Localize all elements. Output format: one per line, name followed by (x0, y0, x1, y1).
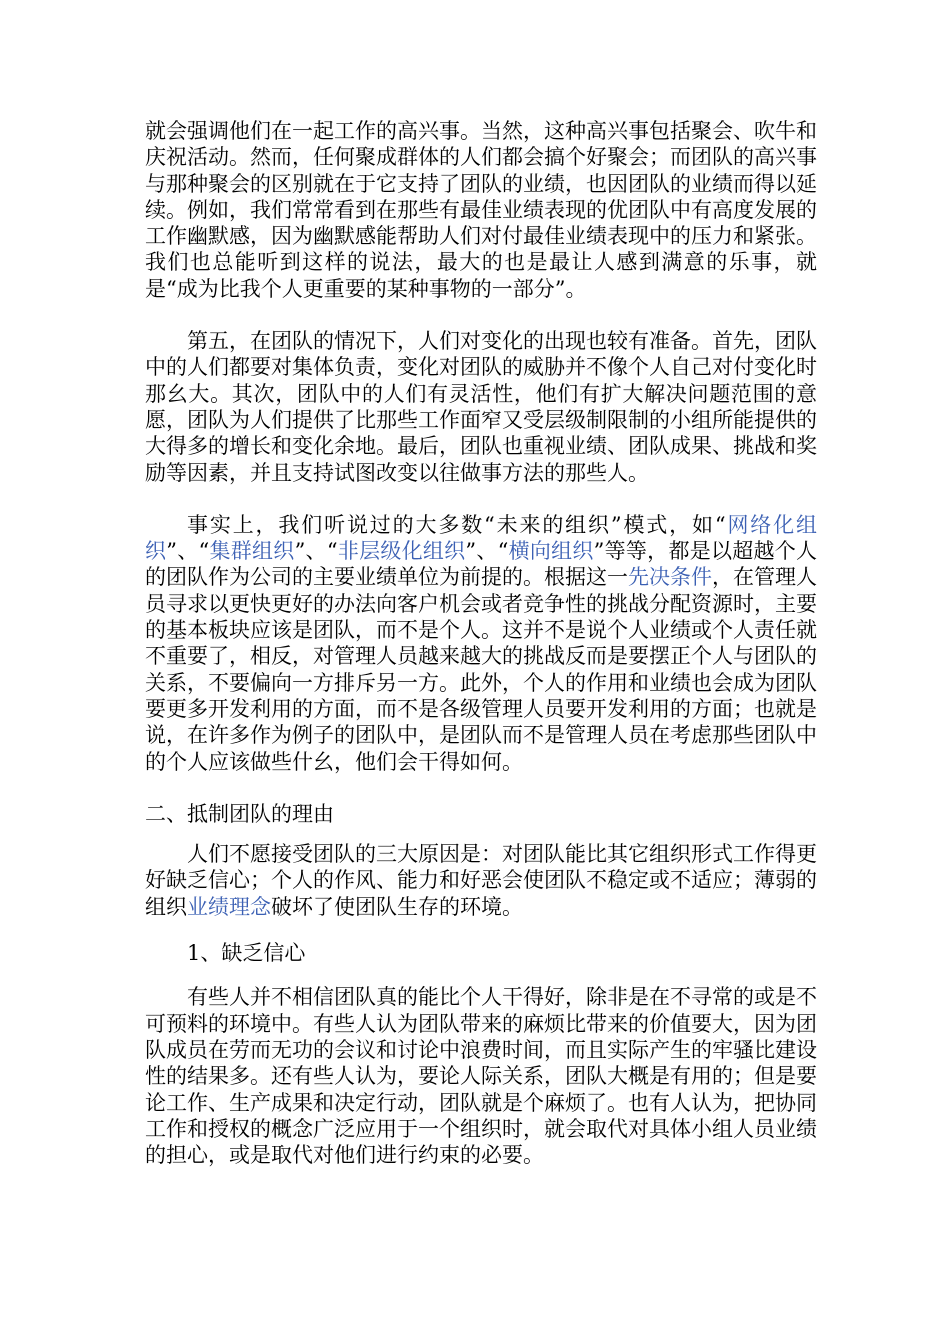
sub-heading: 1、缺乏信心 (187, 941, 306, 966)
link-network-organization[interactable]: 网络化组织 (145, 512, 817, 564)
text-segment: ”、“ (465, 539, 509, 564)
text-segment: ”、“ (294, 539, 338, 564)
paragraph-team-fun: 就会强调他们在一起工作的高兴事。当然，这种高兴事包括聚会、吹牛和庆祝活动。然而，任何聚成群体的人们都会搞个好聚会；而团队的高兴事与那种聚会的区别就在于它支持了团队的业绩，也因团队的业绩而得以延续。例如，我们常常看到在那些有最佳业绩表现的优团队中有高度发展的工作幽默感，因为幽默感能帮助人们对付最佳业绩表现中的压力和紧张。我们也总能听到这样的说法，最大的也是最让人感到满意的乐事，就是“成为比我个人更重要的某种事物的一部分”。 (145, 119, 817, 301)
text-segment: ，在管理人员寻求以更快更好的办法向客户机会或者竞争性的挑战分配资源时，主要的基本板块应该是团队，而不是个人。这并不是说个人业绩或个人责任就不重要了，相反，对管理人员越来越大的挑战反而是要摆正个人与团队的关系，不要偏向一方排斥另一方。此外，个人的作用和业绩也会成为团队要更多开发利用的方面，而不是各级管理人员要开发利用的方面；也就是说，在许多作为例子的团队中，是团队而不是管理人员在考虑那些团队中的个人应该做些什幺，他们会干得如何。 (145, 565, 817, 774)
document-page (145, 118, 817, 1168)
paragraph-future-organization (145, 512, 817, 775)
link-prerequisite[interactable]: 先决条件 (628, 565, 712, 590)
link-horizontal-organization[interactable]: 横向组织 (508, 539, 594, 564)
text-segment: 事实上，我们听说过的大多数“未来的组织”模式，如“ (187, 512, 726, 537)
link-cluster-organization[interactable]: 集群组织 (209, 539, 295, 564)
text-segment: 人们不愿接受团队的三大原因是：对团队能比其它组织形式工作得更好缺乏信心；个人的作风、能力和好恶会使团队不稳定或不适应；薄弱的组织 (145, 842, 817, 919)
link-performance-concept[interactable]: 业绩理念 (187, 894, 271, 919)
text-segment: ”等等，都是以超越个人的团队作为公司的主要业绩单位为前提的。根据这一 (145, 539, 817, 590)
paragraph-three-reasons (145, 841, 817, 920)
text-segment: 破坏了使团队生存的环境。 (271, 894, 523, 919)
link-non-hierarchical-organization[interactable]: 非层级化组织 (337, 539, 466, 564)
text-segment: ”、“ (166, 539, 210, 564)
paragraph-fifth-point: 第五，在团队的情况下，人们对变化的出现也较有准备。首先，团队中的人们都要对集体负责，变化对团队的威胁并不像个人自己对付变化时那幺大。其次，团队中的人们有灵活性，他们有扩大解决问题范围的意愿，团队为人们提供了比那些工作面窄又受层级制限制的小组所能提供的大得多的增长和变化余地。最后，团队也重视业绩、团队成果、挑战和奖励等因素，并且支持试图改变以往做事方法的那些人。 (145, 329, 817, 485)
section-heading: 二、抵制团队的理由 (145, 801, 334, 826)
paragraph-lack-of-confidence: 有些人并不相信团队真的能比个人干得好，除非是在不寻常的或是不可预料的环境中。有些人认为团队带来的麻烦比带来的价值要大，因为团队成员在劳而无功的会议和讨论中浪费时间，而且实际产生的牢骚比建设性的结果多。还有些人认为，要论人际关系，团队大概是有用的；但是要论工作、生产成果和决定行动，团队就是个麻烦了。也有人认为，把协同工作和授权的概念广泛应用于一个组织时，就会取代对具体小组人员业绩的担心，或是取代对他们进行约束的必要。 (145, 985, 817, 1168)
